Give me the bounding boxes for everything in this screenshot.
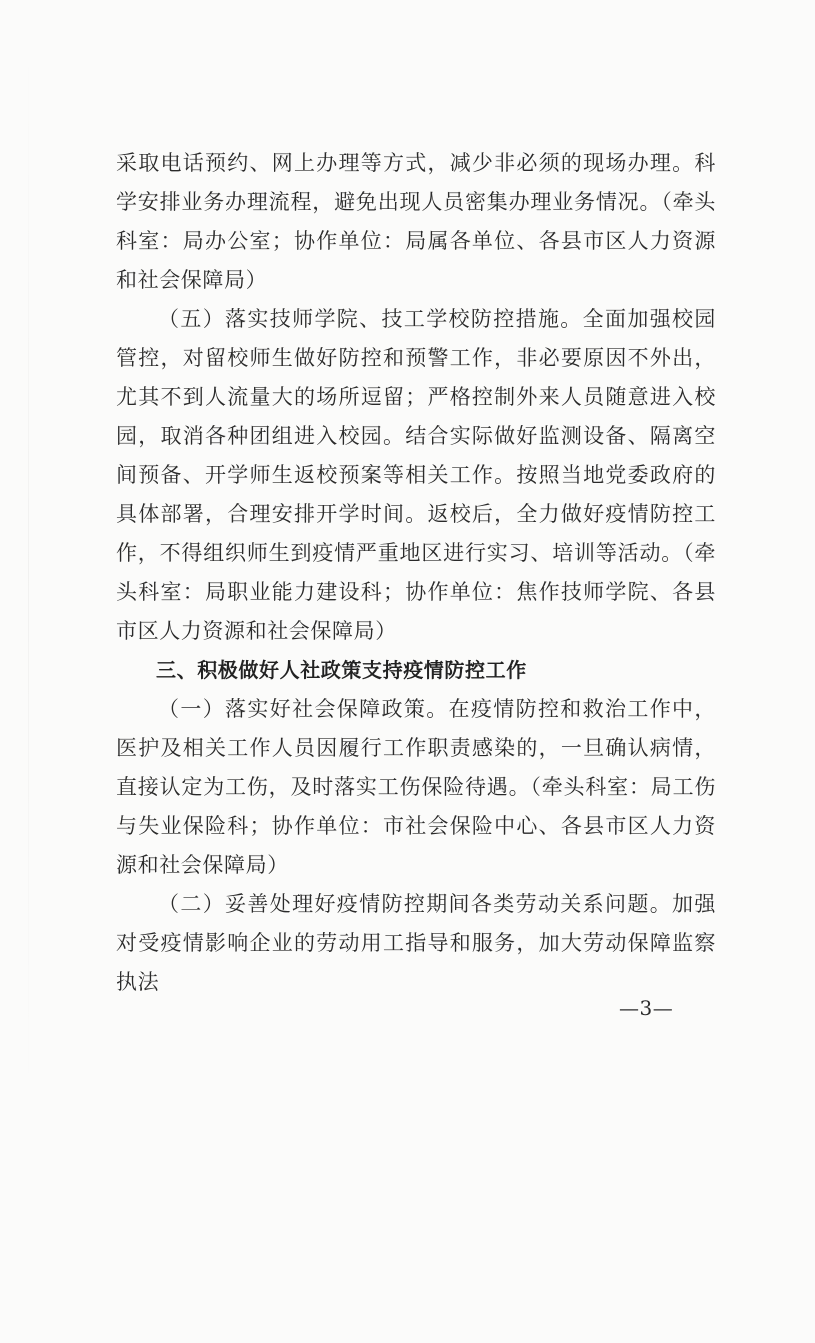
paragraph-4: （二）妥善处理好疫情防控期间各类劳动关系问题。加强对受疫情影响企业的劳动用工指导和服务，加大劳动保障监察执法 <box>116 892 716 994</box>
page-number: —3— <box>619 996 674 1020</box>
document-body <box>116 144 716 1002</box>
paragraph-2: （五）落实技师学院、技工学校防控措施。全面加强校园管控，对留校师生做好防控和预警工作，非必要原因不外出，尤其不到人流量大的场所逗留；严格控制外来人员随意进入校园，取消各种团组进入校园。结合实际做好监测设备、隔离空间预备、开学师生返校预案等相关工作。按照当地党委政府的具体部署，合理安排开学时间。返校后，全力做好疫情防控工作，不得组织师生到疫情严重地区进行实习、培训等活动。（牵头科室：局职业能力建设科；协作单位：焦作技师学院、各县市区人力资源和社会保障局） <box>116 307 716 643</box>
scan-edge-shadow <box>28 40 29 1100</box>
section-heading: 三、积极做好人社政策支持疫情防控工作 <box>156 658 527 682</box>
paragraph-3: （一）落实好社会保障政策。在疫情防控和救治工作中，医护及相关工作人员因履行工作职责感染的，一旦确认病情，直接认定为工伤，及时落实工伤保险待遇。（牵头科室：局工伤与失业保险科；协作单位：市社会保险中心、各县市区人力资源和社会保障局） <box>116 697 716 877</box>
paragraph-1: 采取电话预约、网上办理等方式，减少非必须的现场办理。科学安排业务办理流程，避免出现人员密集办理业务情况。（牵头科室：局办公室；协作单位：局属各单位、各县市区人力资源和社会保障局） <box>116 151 716 292</box>
